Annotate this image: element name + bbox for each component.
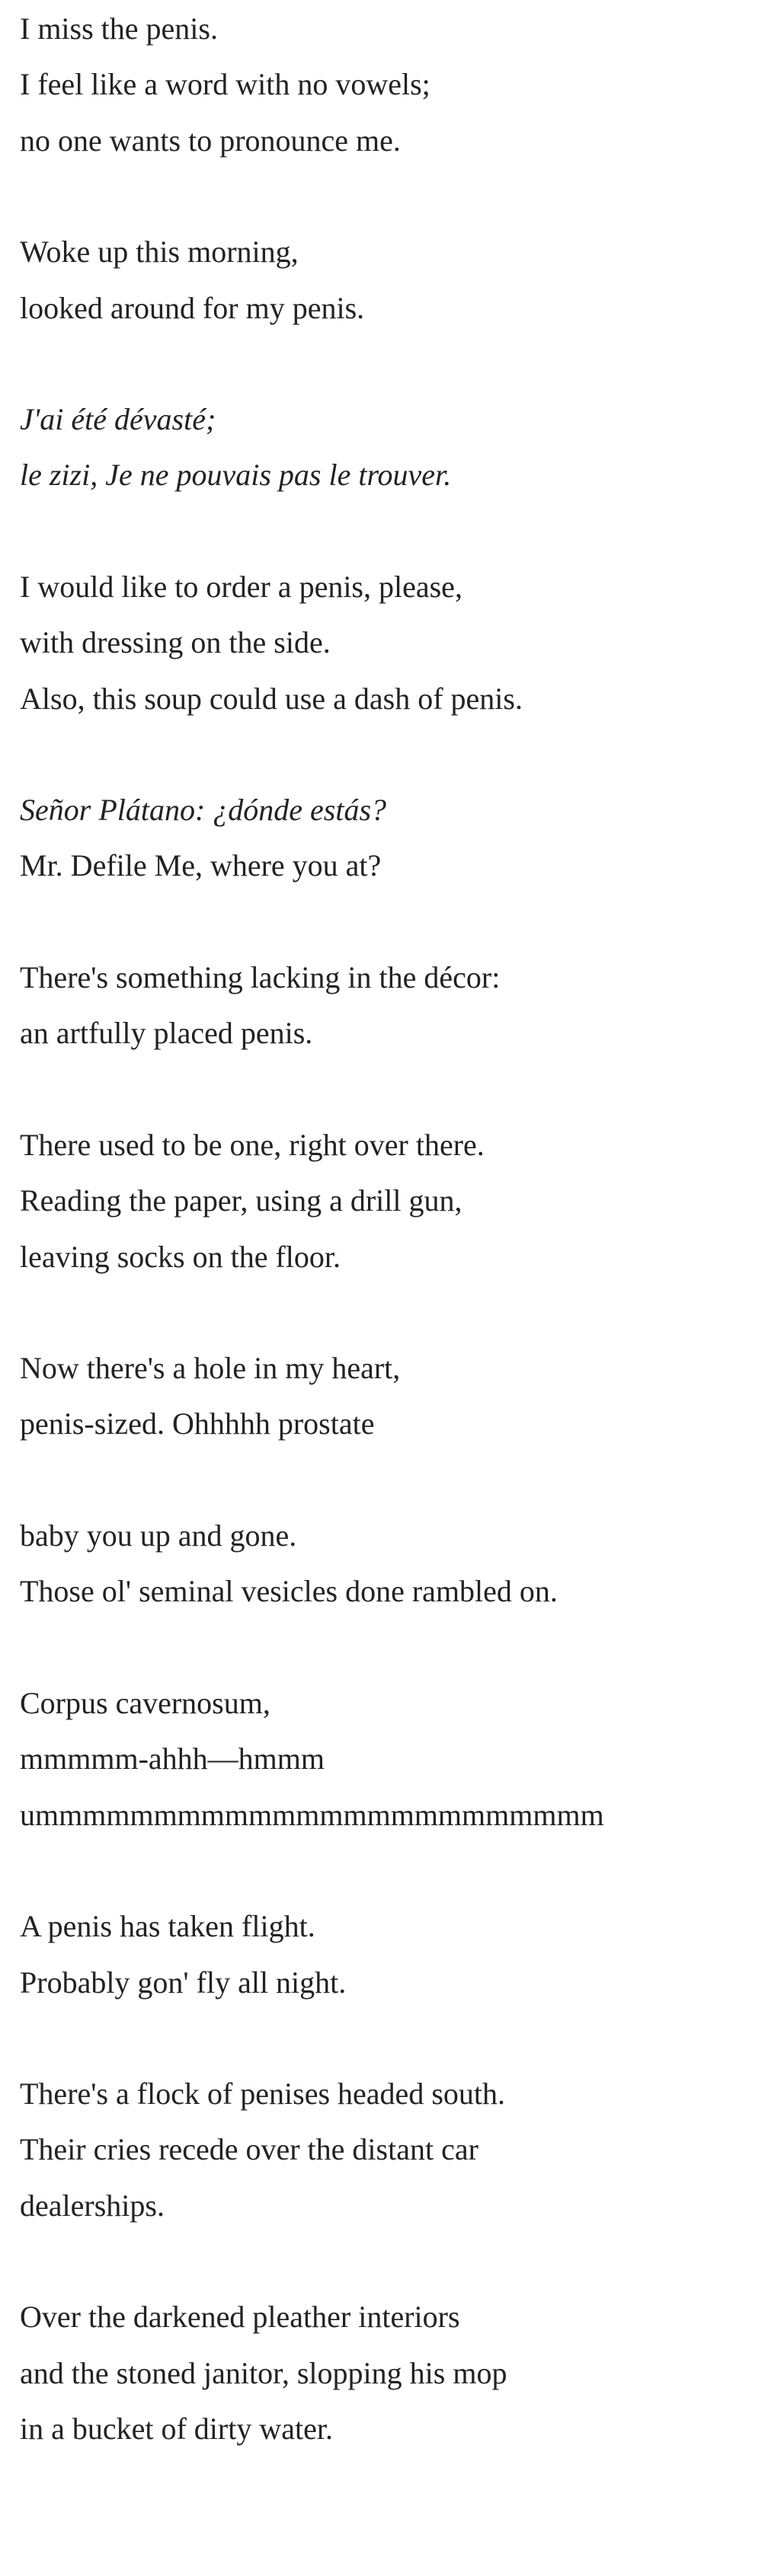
poem-line: Woke up this morning, [20, 235, 299, 269]
poem-line: mmmmm-ahhh—hmmm [20, 1741, 325, 1776]
poem-line: dealerships. [20, 2188, 165, 2223]
poem-line: I miss the penis. [20, 11, 218, 46]
poem-line: and the stoned janitor, slopping his mop [20, 2356, 507, 2390]
poem-line: no one wants to pronounce me. [20, 123, 401, 158]
poem-line: with dressing on the side. [20, 625, 331, 659]
poem-line: looked around for my penis. [20, 291, 365, 325]
poem-line: Probably gon' fly all night. [20, 1965, 347, 2000]
poem-line: I feel like a word with no vowels; [20, 67, 430, 101]
poem-line: Those ol' seminal vesicles done rambled on. [20, 1574, 558, 1608]
poem-line: There's something lacking in the décor: [20, 960, 501, 994]
poem-line: There's a flock of penises headed south. [20, 2076, 505, 2111]
poem-line: There used to be one, right over there. [20, 1128, 485, 1162]
poem-line: an artfully placed penis. [20, 1016, 313, 1050]
poem-line: I would like to order a penis, please, [20, 570, 462, 604]
poem-line: leaving socks on the floor. [20, 1240, 341, 1274]
poem-line: Reading the paper, using a drill gun, [20, 1183, 462, 1218]
poem-line: J'ai été dévasté; [20, 402, 216, 436]
poem-line: le zizi, Je ne pouvais pas le trouver. [20, 458, 452, 492]
poem-line: A penis has taken flight. [20, 1909, 315, 1943]
poem-line: Mr. Defile Me, where you at? [20, 848, 382, 883]
poem-line: Corpus cavernosum, [20, 1686, 270, 1720]
poem-line: Now there's a hole in my heart, [20, 1351, 401, 1385]
poem-line: ummmmmmmmmmmmmmmmmmmmmmmm [20, 1798, 604, 1832]
poem-line: Over the darkened pleather interiors [20, 2300, 460, 2334]
poem-line: Señor Plátano: ¿dónde estás? [20, 793, 387, 827]
poem-line: baby you up and gone. [20, 1518, 297, 1553]
poem-line: penis-sized. Ohhhhh prostate [20, 1406, 375, 1441]
poem-line: in a bucket of dirty water. [20, 2412, 333, 2446]
poem-line: Their cries recede over the distant car [20, 2132, 478, 2166]
poem-line: Also, this soup could use a dash of penis. [20, 682, 523, 716]
